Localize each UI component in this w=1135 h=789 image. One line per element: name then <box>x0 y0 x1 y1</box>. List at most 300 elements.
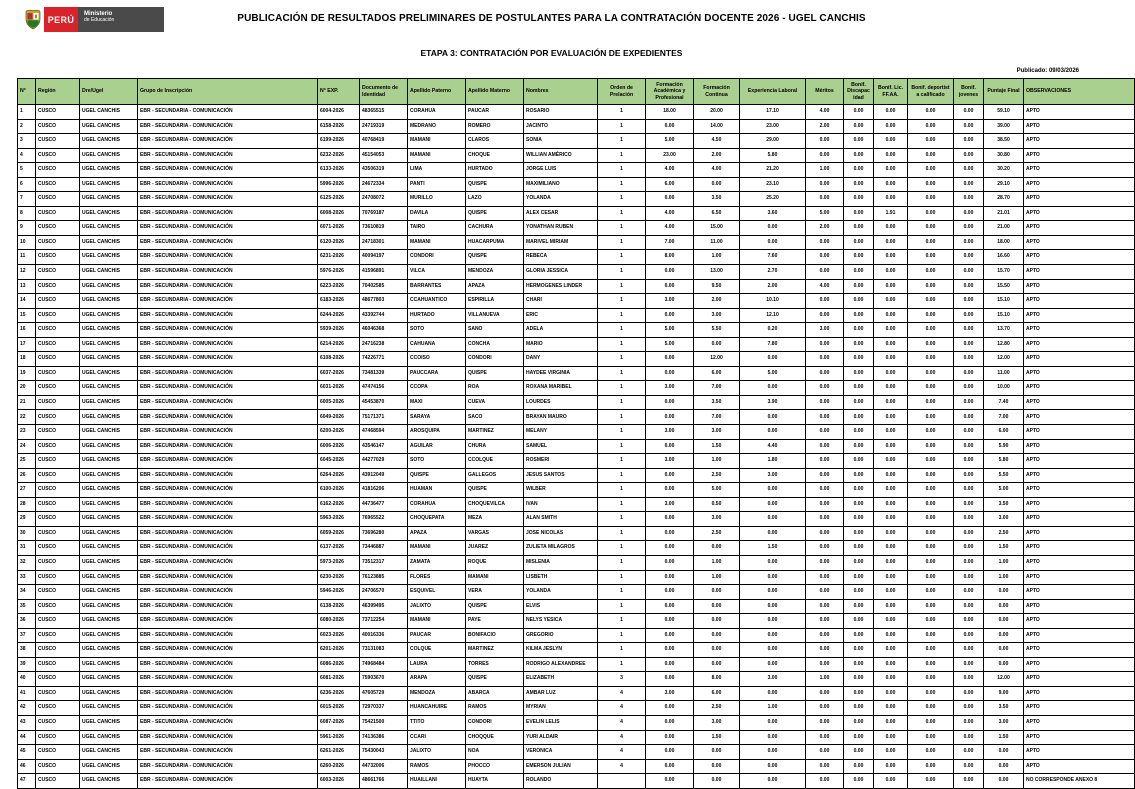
cell-r12-c10: 0.00 <box>646 265 694 280</box>
cell-r28-c15: 0.00 <box>874 497 908 512</box>
cell-r45-c18: 0.00 <box>984 745 1024 760</box>
cell-r44-c12: 0.00 <box>740 730 806 745</box>
cell-r44-c14: 0.00 <box>844 730 874 745</box>
cell-r18-c18: 12.00 <box>984 352 1024 367</box>
cell-r22-c8: BRAYAN MAURO <box>524 410 598 425</box>
cell-r15-c1: CUSCO <box>36 308 80 323</box>
column-header-11: Formación Continua <box>694 79 740 105</box>
cell-r46-c7: PHOCCO <box>466 759 524 774</box>
cell-r37-c6: PAUCAR <box>408 628 466 643</box>
table-row <box>18 148 1135 163</box>
cell-r37-c1: CUSCO <box>36 628 80 643</box>
cell-r3-c11: 4.50 <box>694 134 740 149</box>
cell-r31-c17: 0.00 <box>954 541 984 556</box>
cell-r46-c12: 0.00 <box>740 759 806 774</box>
cell-r45-c2: UGEL CANCHIS <box>80 745 138 760</box>
cell-r36-c12: 0.00 <box>740 614 806 629</box>
cell-r8-c14: 0.00 <box>844 206 874 221</box>
cell-r8-c7: QUISPE <box>466 206 524 221</box>
cell-r27-c1: CUSCO <box>36 483 80 498</box>
cell-r41-c11: 6.00 <box>694 686 740 701</box>
cell-r1-c0: 1 <box>18 105 36 120</box>
cell-r45-c16: 0.00 <box>908 745 954 760</box>
column-header-8: Nombres <box>524 79 598 105</box>
cell-r21-c12: 3.90 <box>740 395 806 410</box>
cell-r41-c16: 0.00 <box>908 686 954 701</box>
cell-r44-c9: 4 <box>598 730 646 745</box>
cell-r8-c11: 6.50 <box>694 206 740 221</box>
cell-r5-c15: 0.00 <box>874 163 908 178</box>
cell-r21-c6: MAXI <box>408 395 466 410</box>
cell-r20-c13: 0.00 <box>806 381 844 396</box>
cell-r34-c1: CUSCO <box>36 585 80 600</box>
cell-r3-c14: 0.00 <box>844 134 874 149</box>
cell-r29-c17: 0.00 <box>954 512 984 527</box>
cell-r28-c0: 28 <box>18 497 36 512</box>
cell-r16-c16: 0.00 <box>908 323 954 338</box>
cell-r30-c2: UGEL CANCHIS <box>80 526 138 541</box>
cell-r47-c3: EBR - SECUNDARIA - COMUNICACIÓN <box>138 774 318 789</box>
table-row <box>18 454 1135 469</box>
cell-r33-c12: 0.00 <box>740 570 806 585</box>
cell-r18-c16: 0.00 <box>908 352 954 367</box>
cell-r11-c11: 1.00 <box>694 250 740 265</box>
cell-r30-c12: 0.00 <box>740 526 806 541</box>
cell-r2-c0: 2 <box>18 119 36 134</box>
cell-r5-c3: EBR - SECUNDARIA - COMUNICACIÓN <box>138 163 318 178</box>
cell-r22-c4: 6049-2026 <box>318 410 360 425</box>
cell-r39-c10: 0.00 <box>646 657 694 672</box>
cell-r44-c10: 0.00 <box>646 730 694 745</box>
cell-r35-c10: 0.00 <box>646 599 694 614</box>
cell-r4-c3: EBR - SECUNDARIA - COMUNICACIÓN <box>138 148 318 163</box>
cell-r37-c15: 0.00 <box>874 628 908 643</box>
cell-r18-c10: 0.00 <box>646 352 694 367</box>
table-row <box>18 366 1135 381</box>
table-row <box>18 119 1135 134</box>
cell-r36-c5: 73712254 <box>360 614 408 629</box>
cell-r33-c16: 0.00 <box>908 570 954 585</box>
cell-r42-c13: 0.00 <box>806 701 844 716</box>
cell-r23-c14: 0.00 <box>844 425 874 440</box>
cell-r19-c18: 11.00 <box>984 366 1024 381</box>
cell-r8-c19: APTO <box>1024 206 1135 221</box>
cell-r12-c14: 0.00 <box>844 265 874 280</box>
cell-r13-c14: 0.00 <box>844 279 874 294</box>
cell-r6-c15: 0.00 <box>874 177 908 192</box>
cell-r29-c14: 0.00 <box>844 512 874 527</box>
cell-r31-c2: UGEL CANCHIS <box>80 541 138 556</box>
cell-r31-c18: 1.50 <box>984 541 1024 556</box>
cell-r21-c3: EBR - SECUNDARIA - COMUNICACIÓN <box>138 395 318 410</box>
cell-r19-c1: CUSCO <box>36 366 80 381</box>
cell-r45-c9: 4 <box>598 745 646 760</box>
cell-r37-c3: EBR - SECUNDARIA - COMUNICACIÓN <box>138 628 318 643</box>
cell-r14-c12: 10.10 <box>740 294 806 309</box>
cell-r10-c4: 6120-2026 <box>318 235 360 250</box>
cell-r19-c6: PAUCCARA <box>408 366 466 381</box>
table-row <box>18 730 1135 745</box>
cell-r46-c6: RAMOS <box>408 759 466 774</box>
cell-r25-c14: 0.00 <box>844 454 874 469</box>
cell-r15-c18: 15.10 <box>984 308 1024 323</box>
cell-r22-c13: 0.00 <box>806 410 844 425</box>
cell-r41-c12: 0.00 <box>740 686 806 701</box>
cell-r41-c3: EBR - SECUNDARIA - COMUNICACIÓN <box>138 686 318 701</box>
cell-r7-c18: 28.70 <box>984 192 1024 207</box>
cell-r36-c1: CUSCO <box>36 614 80 629</box>
cell-r34-c2: UGEL CANCHIS <box>80 585 138 600</box>
cell-r23-c17: 0.00 <box>954 425 984 440</box>
cell-r45-c12: 0.00 <box>740 745 806 760</box>
cell-r6-c8: MAXIMILIANO <box>524 177 598 192</box>
cell-r18-c2: UGEL CANCHIS <box>80 352 138 367</box>
cell-r20-c18: 10.00 <box>984 381 1024 396</box>
cell-r23-c11: 3.00 <box>694 425 740 440</box>
table-row <box>18 439 1135 454</box>
cell-r27-c15: 0.00 <box>874 483 908 498</box>
cell-r21-c1: CUSCO <box>36 395 80 410</box>
cell-r34-c13: 0.00 <box>806 585 844 600</box>
cell-r36-c4: 6080-2026 <box>318 614 360 629</box>
cell-r28-c1: CUSCO <box>36 497 80 512</box>
cell-r27-c12: 0.00 <box>740 483 806 498</box>
table-row <box>18 526 1135 541</box>
cell-r5-c2: UGEL CANCHIS <box>80 163 138 178</box>
cell-r42-c5: 72970337 <box>360 701 408 716</box>
cell-r28-c5: 44736477 <box>360 497 408 512</box>
cell-r37-c12: 0.00 <box>740 628 806 643</box>
cell-r11-c13: 0.00 <box>806 250 844 265</box>
cell-r38-c5: 73131083 <box>360 643 408 658</box>
table-row <box>18 512 1135 527</box>
cell-r12-c4: 5976-2026 <box>318 265 360 280</box>
cell-r7-c17: 0.00 <box>954 192 984 207</box>
cell-r16-c4: 5939-2026 <box>318 323 360 338</box>
cell-r33-c4: 6230-2026 <box>318 570 360 585</box>
cell-r4-c17: 0.00 <box>954 148 984 163</box>
cell-r35-c3: EBR - SECUNDARIA - COMUNICACIÓN <box>138 599 318 614</box>
cell-r4-c10: 23.00 <box>646 148 694 163</box>
table-row <box>18 192 1135 207</box>
cell-r20-c0: 20 <box>18 381 36 396</box>
cell-r21-c19: APTO <box>1024 395 1135 410</box>
cell-r42-c4: 6015-2026 <box>318 701 360 716</box>
cell-r30-c11: 2.50 <box>694 526 740 541</box>
cell-r32-c9: 1 <box>598 555 646 570</box>
cell-r36-c2: UGEL CANCHIS <box>80 614 138 629</box>
cell-r36-c6: MAMANI <box>408 614 466 629</box>
cell-r43-c0: 43 <box>18 715 36 730</box>
cell-r3-c7: CLAROS <box>466 134 524 149</box>
cell-r5-c1: CUSCO <box>36 163 80 178</box>
cell-r39-c14: 0.00 <box>844 657 874 672</box>
cell-r27-c4: 6100-2026 <box>318 483 360 498</box>
cell-r24-c1: CUSCO <box>36 439 80 454</box>
cell-r4-c4: 6232-2026 <box>318 148 360 163</box>
table-row <box>18 541 1135 556</box>
cell-r2-c9: 1 <box>598 119 646 134</box>
cell-r47-c16: 0.00 <box>908 774 954 789</box>
cell-r36-c18: 0.00 <box>984 614 1024 629</box>
results-table <box>17 78 1135 789</box>
cell-r16-c17: 0.00 <box>954 323 984 338</box>
cell-r18-c6: CCOISO <box>408 352 466 367</box>
cell-r21-c13: 0.00 <box>806 395 844 410</box>
cell-r30-c16: 0.00 <box>908 526 954 541</box>
cell-r29-c12: 0.00 <box>740 512 806 527</box>
cell-r25-c19: APTO <box>1024 454 1135 469</box>
cell-r6-c13: 0.00 <box>806 177 844 192</box>
cell-r22-c16: 0.00 <box>908 410 954 425</box>
cell-r38-c3: EBR - SECUNDARIA - COMUNICACIÓN <box>138 643 318 658</box>
table-row <box>18 497 1135 512</box>
cell-r47-c8: ROLANDO <box>524 774 598 789</box>
cell-r47-c9 <box>598 774 646 789</box>
cell-r8-c6: DAVILA <box>408 206 466 221</box>
cell-r21-c14: 0.00 <box>844 395 874 410</box>
cell-r25-c4: 6045-2026 <box>318 454 360 469</box>
cell-r40-c5: 75903670 <box>360 672 408 687</box>
column-header-14: Bonif. Discapac idad <box>844 79 874 105</box>
cell-r17-c10: 5.00 <box>646 337 694 352</box>
cell-r43-c4: 6087-2026 <box>318 715 360 730</box>
cell-r36-c11: 0.00 <box>694 614 740 629</box>
cell-r29-c8: ALAN SMITH <box>524 512 598 527</box>
cell-r5-c9: 1 <box>598 163 646 178</box>
cell-r38-c15: 0.00 <box>874 643 908 658</box>
cell-r7-c13: 0.00 <box>806 192 844 207</box>
cell-r1-c18: 59.10 <box>984 105 1024 120</box>
cell-r20-c3: EBR - SECUNDARIA - COMUNICACIÓN <box>138 381 318 396</box>
cell-r32-c11: 1.00 <box>694 555 740 570</box>
cell-r16-c13: 3.00 <box>806 323 844 338</box>
cell-r45-c13: 0.00 <box>806 745 844 760</box>
cell-r27-c18: 5.00 <box>984 483 1024 498</box>
cell-r17-c5: 24716238 <box>360 337 408 352</box>
cell-r34-c16: 0.00 <box>908 585 954 600</box>
cell-r43-c7: CONDORI <box>466 715 524 730</box>
cell-r47-c4: 6003-2026 <box>318 774 360 789</box>
cell-r4-c15: 0.00 <box>874 148 908 163</box>
cell-r5-c7: HURTADO <box>466 163 524 178</box>
cell-r21-c17: 0.00 <box>954 395 984 410</box>
cell-r22-c18: 7.00 <box>984 410 1024 425</box>
cell-r12-c19: APTO <box>1024 265 1135 280</box>
cell-r1-c10: 18.00 <box>646 105 694 120</box>
cell-r1-c4: 6004-2026 <box>318 105 360 120</box>
cell-r13-c13: 4.00 <box>806 279 844 294</box>
cell-r28-c12: 0.00 <box>740 497 806 512</box>
cell-r18-c3: EBR - SECUNDARIA - COMUNICACIÓN <box>138 352 318 367</box>
cell-r19-c2: UGEL CANCHIS <box>80 366 138 381</box>
cell-r35-c19: APTO <box>1024 599 1135 614</box>
table-row <box>18 308 1135 323</box>
cell-r11-c6: CONDORI <box>408 250 466 265</box>
cell-r32-c6: ZAMATA <box>408 555 466 570</box>
cell-r31-c14: 0.00 <box>844 541 874 556</box>
cell-r1-c19: APTO <box>1024 105 1135 120</box>
cell-r37-c2: UGEL CANCHIS <box>80 628 138 643</box>
cell-r25-c16: 0.00 <box>908 454 954 469</box>
table-body <box>18 105 1135 789</box>
cell-r43-c19: APTO <box>1024 715 1135 730</box>
cell-r7-c3: EBR - SECUNDARIA - COMUNICACIÓN <box>138 192 318 207</box>
cell-r24-c14: 0.00 <box>844 439 874 454</box>
cell-r26-c8: JESUS SANTOS <box>524 468 598 483</box>
cell-r13-c1: CUSCO <box>36 279 80 294</box>
cell-r21-c4: 6005-2026 <box>318 395 360 410</box>
cell-r47-c18: 0.00 <box>984 774 1024 789</box>
cell-r9-c3: EBR - SECUNDARIA - COMUNICACIÓN <box>138 221 318 236</box>
cell-r36-c13: 0.00 <box>806 614 844 629</box>
cell-r42-c18: 3.50 <box>984 701 1024 716</box>
cell-r37-c0: 37 <box>18 628 36 643</box>
cell-r4-c5: 45154053 <box>360 148 408 163</box>
cell-r2-c3: EBR - SECUNDARIA - COMUNICACIÓN <box>138 119 318 134</box>
cell-r37-c13: 0.00 <box>806 628 844 643</box>
cell-r22-c0: 22 <box>18 410 36 425</box>
cell-r32-c15: 0.00 <box>874 555 908 570</box>
cell-r10-c9: 1 <box>598 235 646 250</box>
cell-r5-c11: 4.00 <box>694 163 740 178</box>
cell-r31-c19: APTO <box>1024 541 1135 556</box>
cell-r15-c10: 0.00 <box>646 308 694 323</box>
cell-r24-c2: UGEL CANCHIS <box>80 439 138 454</box>
cell-r24-c16: 0.00 <box>908 439 954 454</box>
table-row <box>18 759 1135 774</box>
cell-r45-c3: EBR - SECUNDARIA - COMUNICACIÓN <box>138 745 318 760</box>
table-row <box>18 628 1135 643</box>
cell-r30-c1: CUSCO <box>36 526 80 541</box>
cell-r31-c10: 0.00 <box>646 541 694 556</box>
cell-r12-c12: 2.70 <box>740 265 806 280</box>
cell-r41-c18: 9.00 <box>984 686 1024 701</box>
cell-r28-c6: CORAHUA <box>408 497 466 512</box>
cell-r4-c18: 30.80 <box>984 148 1024 163</box>
cell-r38-c9: 1 <box>598 643 646 658</box>
cell-r5-c8: JORGE LUIS <box>524 163 598 178</box>
cell-r31-c4: 6137-2026 <box>318 541 360 556</box>
cell-r4-c8: WILLIAN AMÉRICO <box>524 148 598 163</box>
cell-r10-c1: CUSCO <box>36 235 80 250</box>
cell-r36-c0: 36 <box>18 614 36 629</box>
cell-r41-c15: 0.00 <box>874 686 908 701</box>
cell-r41-c14: 0.00 <box>844 686 874 701</box>
cell-r43-c1: CUSCO <box>36 715 80 730</box>
cell-r5-c0: 5 <box>18 163 36 178</box>
cell-r9-c10: 4.00 <box>646 221 694 236</box>
cell-r25-c8: ROSMERI <box>524 454 598 469</box>
cell-r45-c8: VERONICA <box>524 745 598 760</box>
cell-r26-c2: UGEL CANCHIS <box>80 468 138 483</box>
cell-r14-c6: CCAHUANTICO <box>408 294 466 309</box>
cell-r41-c13: 0.00 <box>806 686 844 701</box>
cell-r30-c18: 2.50 <box>984 526 1024 541</box>
cell-r29-c6: CHOQUEPATA <box>408 512 466 527</box>
cell-r32-c2: UGEL CANCHIS <box>80 555 138 570</box>
cell-r5-c6: LIMA <box>408 163 466 178</box>
cell-r32-c5: 73512317 <box>360 555 408 570</box>
cell-r34-c17: 0.00 <box>954 585 984 600</box>
cell-r31-c7: JUAREZ <box>466 541 524 556</box>
column-header-6: Apellido Paterno <box>408 79 466 105</box>
cell-r20-c10: 3.00 <box>646 381 694 396</box>
cell-r41-c1: CUSCO <box>36 686 80 701</box>
cell-r18-c9: 1 <box>598 352 646 367</box>
cell-r3-c18: 38.50 <box>984 134 1024 149</box>
cell-r35-c2: UGEL CANCHIS <box>80 599 138 614</box>
cell-r38-c11: 0.00 <box>694 643 740 658</box>
cell-r32-c0: 32 <box>18 555 36 570</box>
cell-r6-c17: 0.00 <box>954 177 984 192</box>
cell-r19-c3: EBR - SECUNDARIA - COMUNICACIÓN <box>138 366 318 381</box>
cell-r20-c17: 0.00 <box>954 381 984 396</box>
cell-r1-c1: CUSCO <box>36 105 80 120</box>
cell-r2-c12: 23.00 <box>740 119 806 134</box>
cell-r29-c10: 0.00 <box>646 512 694 527</box>
cell-r13-c3: EBR - SECUNDARIA - COMUNICACIÓN <box>138 279 318 294</box>
cell-r11-c3: EBR - SECUNDARIA - COMUNICACIÓN <box>138 250 318 265</box>
cell-r31-c5: 73446887 <box>360 541 408 556</box>
cell-r39-c18: 0.00 <box>984 657 1024 672</box>
cell-r23-c3: EBR - SECUNDARIA - COMUNICACIÓN <box>138 425 318 440</box>
cell-r47-c2: UGEL CANCHIS <box>80 774 138 789</box>
cell-r42-c8: MYRIAN <box>524 701 598 716</box>
cell-r14-c9: 1 <box>598 294 646 309</box>
cell-r44-c19: APTO <box>1024 730 1135 745</box>
cell-r46-c5: 44732006 <box>360 759 408 774</box>
cell-r8-c17: 0.00 <box>954 206 984 221</box>
cell-r46-c16: 0.00 <box>908 759 954 774</box>
cell-r20-c11: 7.00 <box>694 381 740 396</box>
cell-r2-c2: UGEL CANCHIS <box>80 119 138 134</box>
cell-r34-c10: 0.00 <box>646 585 694 600</box>
cell-r10-c12: 0.00 <box>740 235 806 250</box>
cell-r23-c1: CUSCO <box>36 425 80 440</box>
cell-r2-c8: JACINTO <box>524 119 598 134</box>
cell-r13-c4: 6223-2026 <box>318 279 360 294</box>
cell-r16-c12: 0.20 <box>740 323 806 338</box>
cell-r7-c11: 3.50 <box>694 192 740 207</box>
column-header-16: Bonif. deportist a calificado <box>908 79 954 105</box>
cell-r9-c16: 0.00 <box>908 221 954 236</box>
cell-r6-c1: CUSCO <box>36 177 80 192</box>
cell-r43-c13: 0.00 <box>806 715 844 730</box>
cell-r27-c6: HUAMAN <box>408 483 466 498</box>
cell-r47-c13: 0.00 <box>806 774 844 789</box>
cell-r2-c15: 0.00 <box>874 119 908 134</box>
cell-r2-c14: 0.00 <box>844 119 874 134</box>
cell-r29-c16: 0.00 <box>908 512 954 527</box>
cell-r23-c4: 6200-2026 <box>318 425 360 440</box>
document-header <box>0 0 1103 36</box>
cell-r33-c15: 0.00 <box>874 570 908 585</box>
cell-r16-c8: ADELA <box>524 323 598 338</box>
cell-r24-c8: SAMUEL <box>524 439 598 454</box>
cell-r28-c19: APTO <box>1024 497 1135 512</box>
cell-r18-c7: CONDORI <box>466 352 524 367</box>
cell-r37-c17: 0.00 <box>954 628 984 643</box>
cell-r15-c13: 0.00 <box>806 308 844 323</box>
cell-r10-c8: MARIVEL MIRIAM <box>524 235 598 250</box>
cell-r21-c16: 0.00 <box>908 395 954 410</box>
cell-r30-c4: 6059-2026 <box>318 526 360 541</box>
cell-r15-c15: 0.00 <box>874 308 908 323</box>
cell-r15-c5: 43392744 <box>360 308 408 323</box>
cell-r26-c11: 2.50 <box>694 468 740 483</box>
cell-r32-c18: 1.00 <box>984 555 1024 570</box>
